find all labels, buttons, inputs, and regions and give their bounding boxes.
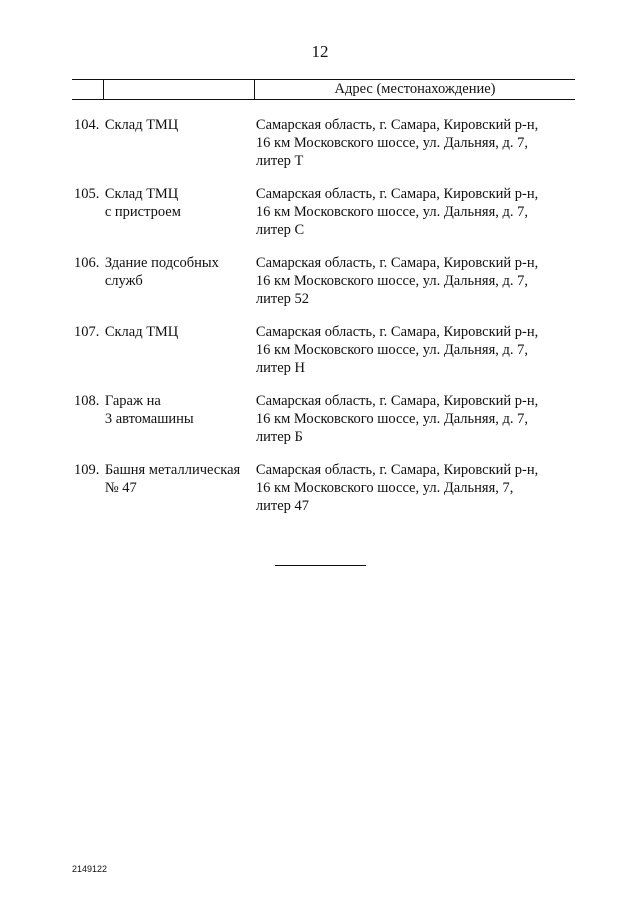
object-name: Склад ТМЦ bbox=[104, 324, 179, 340]
header-divider bbox=[103, 80, 104, 99]
address-column-header: Адрес (местонахождение) bbox=[334, 81, 496, 97]
object-address: Самарская область, г. Самара, Кировский р-н, 16 км Московского шоссе, ул. Дальняя, д. 7, литер Т bbox=[255, 117, 539, 169]
object-name: Склад ТМЦ bbox=[104, 117, 179, 133]
object-address: Самарская область, г. Самара, Кировский р-н, 16 км Московского шоссе, ул. Дальняя, д. 7, литер С bbox=[255, 186, 539, 238]
document-code: 2149122 bbox=[72, 864, 108, 874]
table-row bbox=[74, 461, 574, 515]
end-divider bbox=[275, 565, 366, 566]
object-name: Здание подсобных служб bbox=[104, 255, 219, 289]
object-list bbox=[74, 116, 574, 530]
table-row bbox=[74, 392, 574, 446]
table-row bbox=[74, 185, 574, 239]
object-address: Самарская область, г. Самара, Кировский р-н, 16 км Московского шоссе, ул. Дальняя, д. 7, литер Н bbox=[255, 324, 539, 376]
page-number: 12 bbox=[311, 42, 329, 61]
row-number: 109. bbox=[74, 462, 100, 478]
row-number: 108. bbox=[74, 393, 100, 409]
table-header bbox=[72, 79, 575, 100]
row-number: 104. bbox=[74, 117, 100, 133]
object-address: Самарская область, г. Самара, Кировский р-н, 16 км Московского шоссе, ул. Дальняя, д. 7, литер Б bbox=[255, 393, 539, 445]
object-name: Гараж на 3 автомашины bbox=[104, 393, 194, 427]
table-row bbox=[74, 254, 574, 308]
row-number: 105. bbox=[74, 186, 100, 202]
object-name: Склад ТМЦ с пристроем bbox=[104, 186, 181, 220]
table-row bbox=[74, 323, 574, 377]
row-number: 106. bbox=[74, 255, 100, 271]
object-name: Башня металлическая № 47 bbox=[104, 462, 241, 496]
object-address: Самарская область, г. Самара, Кировский р-н, 16 км Московского шоссе, ул. Дальняя, д. 7, литер 52 bbox=[255, 255, 539, 307]
object-address: Самарская область, г. Самара, Кировский р-н, 16 км Московского шоссе, ул. Дальняя, 7, литер 47 bbox=[255, 462, 539, 514]
row-number: 107. bbox=[74, 324, 100, 340]
table-row bbox=[74, 116, 574, 170]
